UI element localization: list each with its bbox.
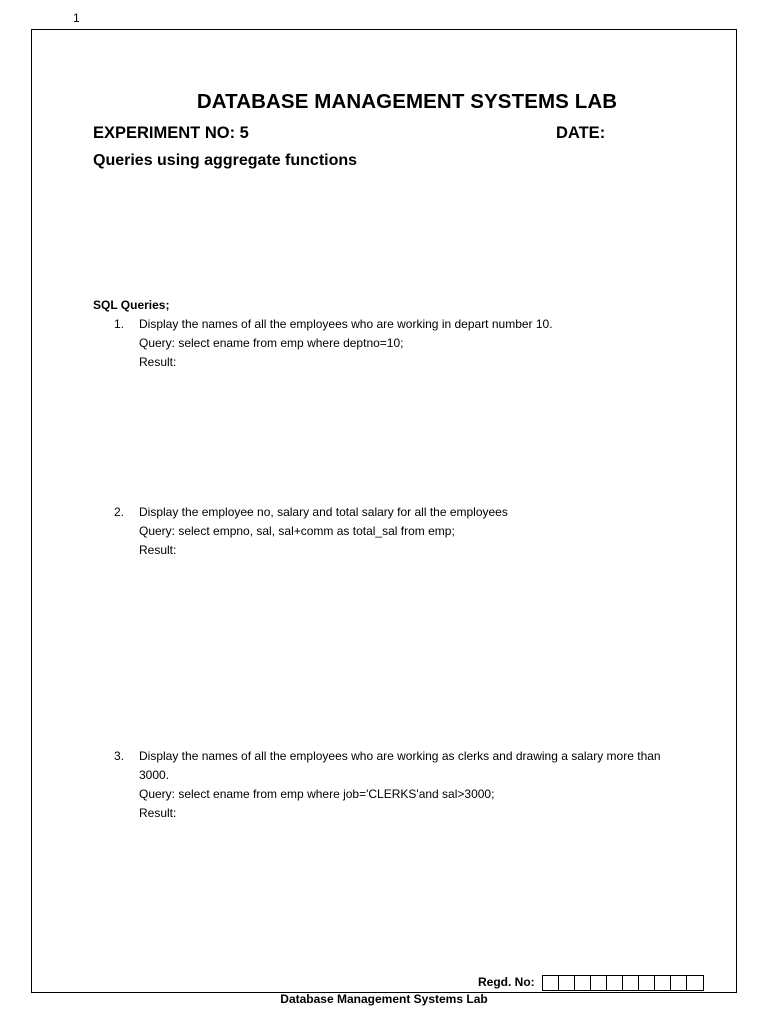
regd-no-label: Regd. No: bbox=[478, 975, 535, 989]
sql-queries-heading: SQL Queries; bbox=[93, 298, 170, 312]
footer-text: Database Management Systems Lab bbox=[280, 992, 488, 1006]
regd-no-boxes bbox=[542, 975, 704, 991]
regd-no-box[interactable] bbox=[671, 976, 687, 990]
query-question: Display the employee no, salary and total salary for all the employees bbox=[139, 505, 508, 519]
query-sql: Query: select ename from emp where job='CLERKS'and sal>3000; bbox=[139, 787, 495, 801]
regd-no-box[interactable] bbox=[607, 976, 623, 990]
query-item-2 bbox=[114, 503, 684, 560]
document-title: DATABASE MANAGEMENT SYSTEMS LAB bbox=[196, 90, 618, 113]
regd-no-box[interactable] bbox=[655, 976, 671, 990]
query-number: 1. bbox=[114, 317, 125, 331]
query-result-label: Result: bbox=[139, 355, 177, 369]
page-number: 1 bbox=[73, 11, 80, 25]
regd-no-box[interactable] bbox=[575, 976, 591, 990]
regd-no-box[interactable] bbox=[591, 976, 607, 990]
date-label: DATE: bbox=[556, 124, 606, 142]
query-question: Display the names of all the employees who are working as clerks and drawing a salary more than 3000. bbox=[139, 749, 661, 782]
regd-no-box[interactable] bbox=[687, 976, 703, 990]
experiment-number: EXPERIMENT NO: 5 bbox=[93, 124, 249, 142]
regd-no-box[interactable] bbox=[559, 976, 575, 990]
query-item-3 bbox=[114, 747, 684, 823]
regd-no-box[interactable] bbox=[623, 976, 639, 990]
query-body bbox=[139, 315, 684, 372]
query-question: Display the names of all the employees who are working in depart number 10. bbox=[139, 317, 553, 331]
query-sql: Query: select ename from emp where deptno=10; bbox=[139, 336, 404, 350]
query-number: 2. bbox=[114, 505, 125, 519]
regd-no-box[interactable] bbox=[639, 976, 655, 990]
query-result-label: Result: bbox=[139, 806, 177, 820]
query-body bbox=[139, 747, 684, 823]
query-sql: Query: select empno, sal, sal+comm as total_sal from emp; bbox=[139, 524, 455, 538]
regd-no-box[interactable] bbox=[543, 976, 559, 990]
query-body bbox=[139, 503, 684, 560]
query-number: 3. bbox=[114, 749, 125, 763]
experiment-subtitle: Queries using aggregate functions bbox=[93, 152, 358, 169]
query-result-label: Result: bbox=[139, 543, 177, 557]
query-item-1 bbox=[114, 315, 684, 372]
